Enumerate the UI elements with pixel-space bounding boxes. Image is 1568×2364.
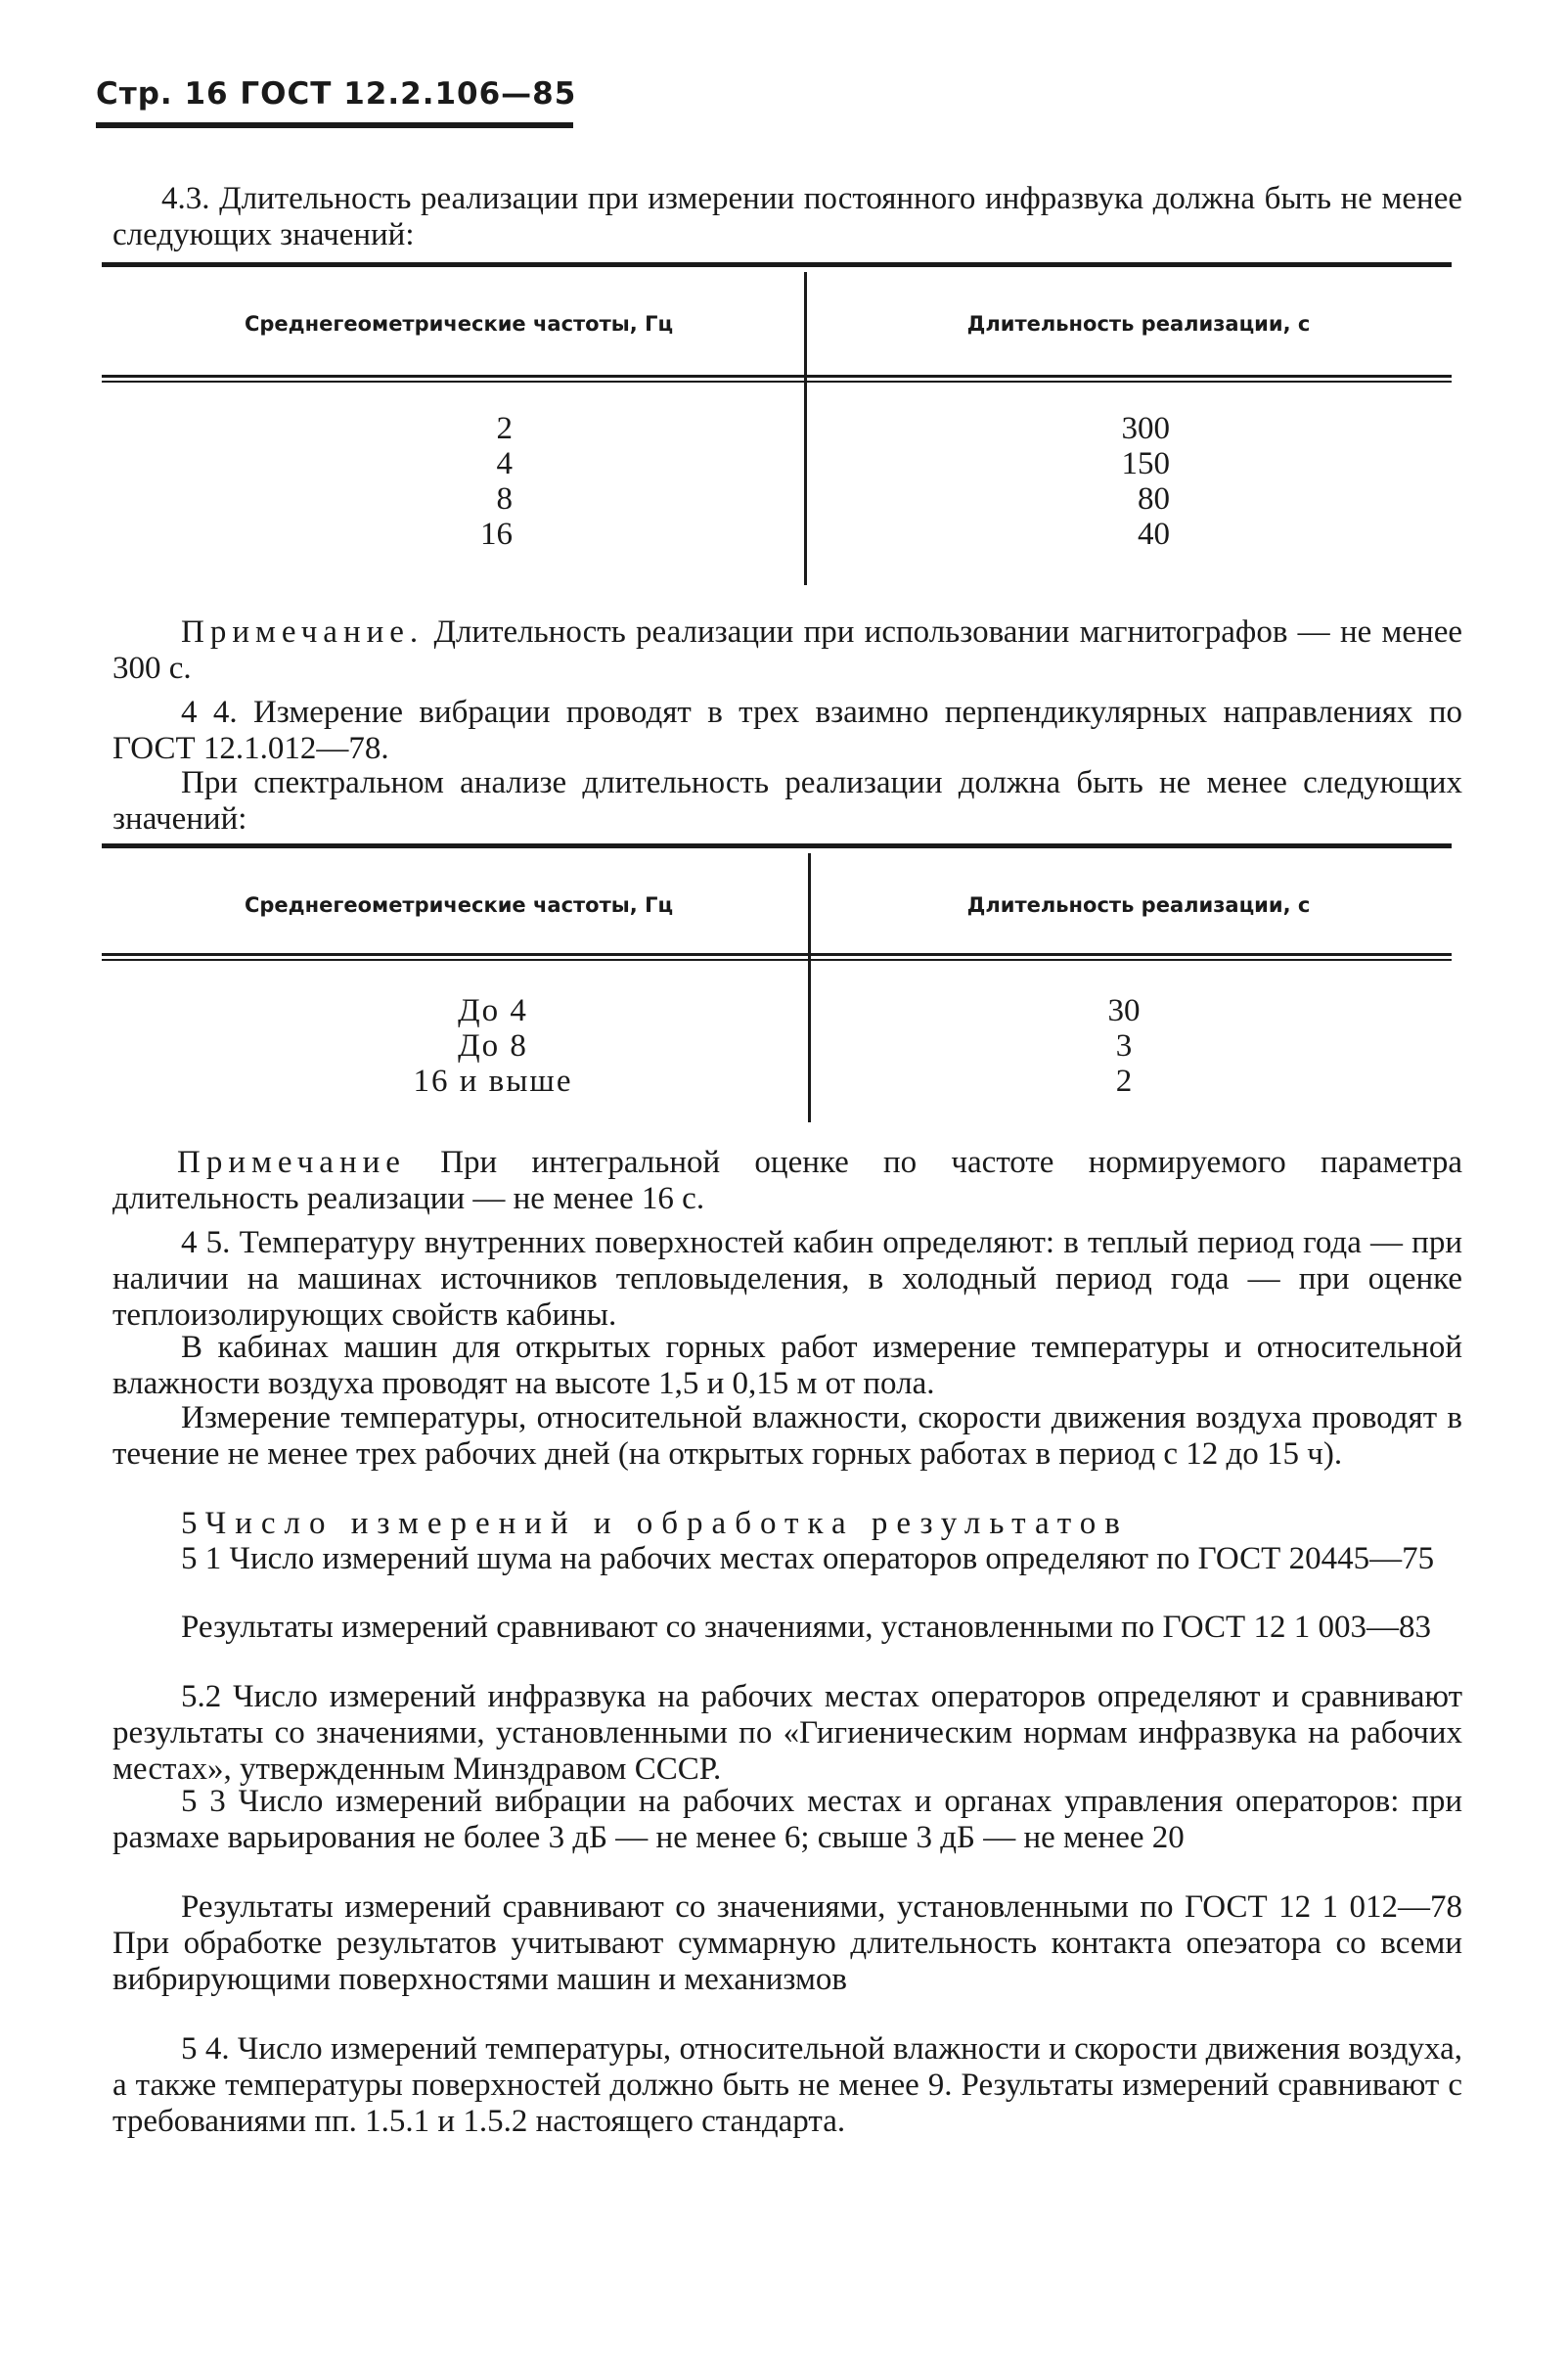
note-text: Длительность реализации при использовании магнитографов — не менее 300 с. xyxy=(112,614,1462,686)
paragraph-5-3: 5 3 Число измерений вибрации на рабочих местах и органах управления операторов: при размахе варьирования не более 3 дБ — не менее 6; свыше 3 дБ — не менее 20 xyxy=(112,1784,1462,1855)
section-title: Число измерений и обработка результатов xyxy=(204,1506,1129,1541)
table-cell: 40 xyxy=(1138,517,1170,552)
table-header-rule xyxy=(102,953,1452,961)
table-cell: 80 xyxy=(1138,481,1170,517)
paragraph-5-1: 5 1 Число измерений шума на рабочих местах операторов определяют по ГОСТ 20445—75 xyxy=(181,1541,1435,1576)
frequency-column xyxy=(336,993,650,1099)
page-header: Стр. 16 ГОСТ 12.2.106—85 xyxy=(96,76,577,112)
paragraph-4-4-b: При спектральном анализе длительность реализации должна быть не менее следующих значений: xyxy=(112,765,1462,837)
paragraph-5-3-b: Результаты измерений сравнивают со значениями, установленными по ГОСТ 12 1 012—78 При обработке результатов учитывают суммарную длительность контакта опеэатора со всеми вибрирующими поверхностями машин и механизмов xyxy=(112,1889,1462,1997)
frequency-column xyxy=(434,411,513,552)
paragraph-5-2: 5.2 Число измерений инфразвука на рабочих местах операторов определяют и сравнивают результаты со значениями, установленными по «Гигиеническим нормам инфразвука на рабочих местах», утвержденным Минздравом СССР. xyxy=(112,1679,1462,1787)
table-cell: До 8 xyxy=(458,1028,528,1064)
paragraph-4-3: 4.3. Длительность реализации при измерении постоянного инфразвука должна быть не менее следующих значений: xyxy=(112,181,1462,252)
note-2 xyxy=(112,1145,1462,1217)
table-column-divider xyxy=(808,853,811,1122)
paragraph-4-4: 4 4. Измерение вибрации проводят в трех взаимно перпендикулярных направлениях по ГОСТ 12.1.012—78. xyxy=(112,695,1462,766)
table-cell: 2 xyxy=(496,411,513,446)
table-cell: 4 xyxy=(496,446,513,481)
table-cell: 16 xyxy=(480,517,513,552)
table-cell: 300 xyxy=(1121,411,1170,446)
paragraph-5-4: 5 4. Число измерений температуры, относительной влажности и скорости движения воздуха, а также температуры поверхностей должно быть не менее 9. Результаты измерений сравнивают с требованиями пп. 1.5.1 и 1.5.2 настоящего стандарта. xyxy=(112,2031,1462,2139)
table-cell: До 4 xyxy=(458,993,528,1028)
table-cell: 150 xyxy=(1121,446,1170,481)
paragraph-4-5-b: В кабинах машин для открытых горных работ измерение температуры и относительной влажности воздуха проводят на высоте 1,5 и 0,15 м от пола. xyxy=(112,1330,1462,1401)
table-top-rule xyxy=(102,262,1452,267)
table-header-rule xyxy=(102,375,1452,383)
paragraph-4-5-c: Измерение температуры, относительной влажности, скорости движения воздуха проводят в течение не менее трех рабочих дней (на открытых горных работах в период с 12 до 15 ч). xyxy=(112,1400,1462,1472)
table-cell: 3 xyxy=(1115,1028,1133,1064)
note-text: При интегральной оценке по частоте нормируемого параметра длительность реализации — не менее 16 с. xyxy=(112,1145,1462,1216)
table-top-rule xyxy=(102,843,1452,848)
paragraph-5-1-b: Результаты измерений сравнивают со значениями, установленными по ГОСТ 12 1 003—83 xyxy=(181,1610,1431,1645)
table-cell: 30 xyxy=(1107,993,1141,1028)
duration-column xyxy=(1080,993,1168,1099)
duration-table-2 xyxy=(102,843,1452,1122)
table-header-frequency: Среднегеометрические частоты, Гц xyxy=(244,312,674,336)
table-cell: 16 и выше xyxy=(413,1064,573,1099)
table-cell: 8 xyxy=(496,481,513,517)
paragraph-4-5: 4 5. Температуру внутренних поверхностей кабин определяют: в теплый период года — при наличии на машинах источников тепловыделения, в холодный период года — при оценке теплоизолирующих свойств кабины. xyxy=(112,1225,1462,1333)
table-cell: 2 xyxy=(1115,1064,1133,1099)
table-column-divider xyxy=(804,272,807,585)
section-5-heading xyxy=(112,1506,1462,1542)
note-label: Примечание. xyxy=(181,614,425,650)
table-header-frequency: Среднегеометрические частоты, Гц xyxy=(244,893,674,917)
header-rule xyxy=(96,122,573,128)
table-header-duration: Длительность реализации, с xyxy=(966,893,1311,917)
table-header-duration: Длительность реализации, с xyxy=(966,312,1311,336)
duration-table-1 xyxy=(102,262,1452,590)
note-label: Примечание xyxy=(177,1145,406,1180)
section-number: 5 xyxy=(181,1506,198,1541)
duration-column xyxy=(1082,411,1170,552)
note-1 xyxy=(112,614,1462,687)
